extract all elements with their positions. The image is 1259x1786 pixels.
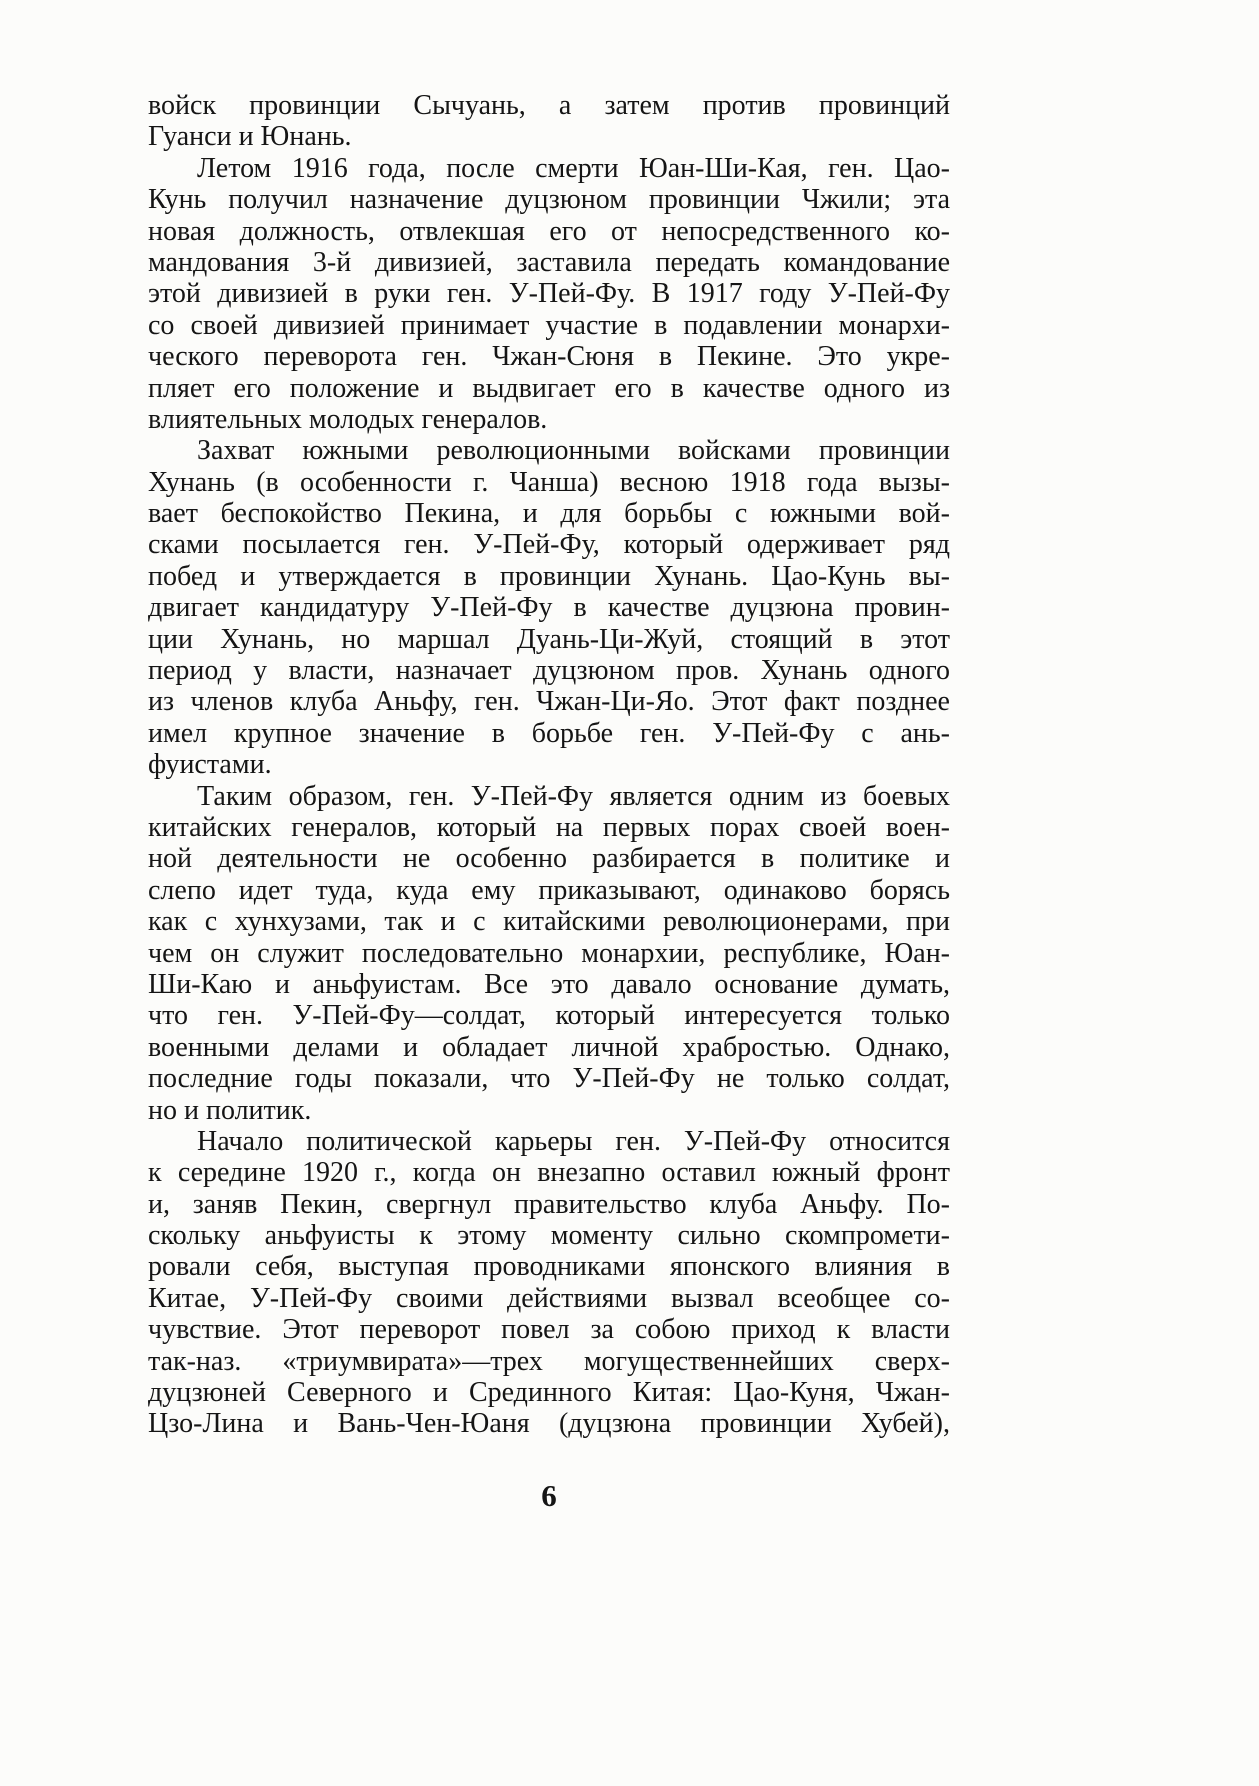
text-line: слепо идет туда, куда ему приказывают, одинаково борясь: [148, 874, 950, 906]
text-line: как с хунхузами, так и с китайскими революционерами, при: [148, 906, 950, 938]
text-line: сками посылается ген. У-Пей-Фу, который одерживает ряд: [148, 529, 950, 561]
text-line: военными делами и обладает личной храбростью. Однако,: [148, 1031, 950, 1063]
paragraph-2: [148, 153, 950, 436]
paragraph-3: [148, 435, 950, 780]
text-line: новая должность, отвлекшая его от непосредственного ко-: [148, 215, 950, 247]
text-line: к середине 1920 г., когда он внезапно оставил южный фронт: [148, 1157, 950, 1189]
text-line: влиятельных молодых генералов.: [148, 403, 548, 435]
text-line: что ген. У-Пей-Фу—солдат, который интересуется только: [148, 1000, 950, 1032]
text-line: фуистами.: [148, 749, 272, 781]
text-line: Китае, У-Пей-Фу своими действиями вызвал всеобщее со-: [148, 1282, 950, 1314]
text-line: ровали себя, выступая проводниками японского влияния в: [148, 1251, 950, 1283]
text-line: двигает кандидатуру У-Пей-Фу в качестве дуцзюна провин-: [148, 592, 950, 624]
text-line: вает беспокойство Пекина, и для борьбы с южными вой-: [148, 498, 950, 530]
text-line: Цзо-Лина и Вань-Чен-Юаня (дуцзюна провинции Хубей),: [148, 1408, 950, 1440]
text-line: Гуанси и Юнань.: [148, 121, 352, 153]
text-line: со своей дивизией принимает участие в подавлении монархи-: [148, 309, 950, 341]
text-line: чем он служит последовательно монархии, республике, Юан-: [148, 937, 950, 969]
text-line: так-наз. «триумвирата»—трех могущественнейших сверх-: [148, 1345, 950, 1377]
text-line: последние годы показали, что У-Пей-Фу не только солдат,: [148, 1063, 950, 1095]
text-line: Кунь получил назначение дуцзюном провинции Чжили; эта: [148, 184, 950, 216]
text-line: мандования 3-й дивизией, заставила передать командование: [148, 246, 950, 278]
text-line: чувствие. Этот переворот повел за собою приход к власти: [148, 1314, 950, 1346]
text-line: китайских генералов, который на первых порах своей воен-: [148, 811, 950, 843]
text-line: Начало политической карьеры ген. У-Пей-Фу относится: [197, 1125, 950, 1157]
paragraph-4: [148, 781, 950, 1126]
text-line: ной деятельности не особенно разбирается в политике и: [148, 843, 950, 875]
paragraph-1: [148, 90, 950, 153]
text-line: но и политик.: [148, 1094, 312, 1126]
text-line: войск провинции Сычуань, а затем против провинций: [148, 90, 950, 121]
text-line: и, заняв Пекин, свергнул правительство клуба Аньфу. По-: [148, 1188, 950, 1220]
text-line: из членов клуба Аньфу, ген. Чжан-Ци-Яо. Этот факт позднее: [148, 686, 950, 718]
text-line: ции Хунань, но маршал Дуань-Ци-Жуй, стоящий в этот: [148, 623, 950, 655]
paragraph-5: [148, 1126, 950, 1440]
text-line: дуцзюней Северного и Срединного Китая: Цао-Куня, Чжан-: [148, 1377, 950, 1409]
text-line: скольку аньфуисты к этому моменту сильно скомпромети-: [148, 1220, 950, 1252]
text-line: период у власти, назначает дуцзюном пров. Хунань одного: [148, 655, 950, 687]
text-line: ческого переворота ген. Чжан-Сюня в Пекине. Это укре-: [148, 341, 950, 373]
text-line: Таким образом, ген. У-Пей-Фу является одним из боевых: [197, 780, 950, 812]
text-line: пляет его положение и выдвигает его в качестве одного из: [148, 372, 950, 404]
page-number: 6: [541, 1478, 557, 1513]
text-line: Захват южными революционными войсками провинции: [197, 435, 950, 467]
text-line: Летом 1916 года, после смерти Юан-Ши-Кая, ген. Цао-: [197, 152, 950, 184]
text-line: Хунань (в особенности г. Чанша) весною 1918 года вызы-: [148, 466, 950, 498]
text-line: побед и утверждается в провинции Хунань. Цао-Кунь вы-: [148, 560, 950, 592]
body-text: [148, 90, 950, 1440]
text-line: этой дивизией в руки ген. У-Пей-Фу. В 1917 году У-Пей-Фу: [148, 278, 950, 310]
text-line: Ши-Каю и аньфуистам. Все это давало основание думать,: [148, 968, 950, 1000]
text-line: имел крупное значение в борьбе ген. У-Пей-Фу с ань-: [148, 717, 950, 749]
